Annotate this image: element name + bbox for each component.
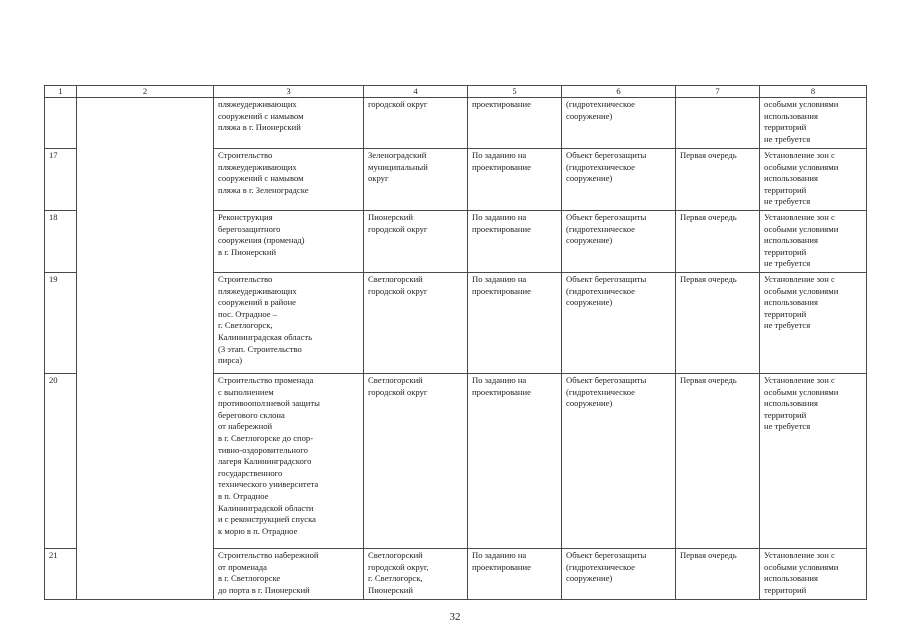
column-number-cell: 1: [45, 86, 77, 98]
object-type-cell: Объект берегозащиты (гидротехническое сооружение): [562, 549, 676, 600]
location-cell: Светлогорский городской округ: [364, 273, 468, 374]
row-number-cell: 19: [45, 273, 77, 374]
object-name-cell: Строительство пляжеудерживающих сооружений в районе пос. Отрадное – г. Светлогорск, Калининградская область (3 этап. Строительство пирса): [214, 273, 364, 374]
object-type-cell: (гидротехническое сооружение): [562, 98, 676, 149]
zones-cell: Установление зон с особыми условиями использования территорий не требуется: [760, 273, 867, 374]
row-number-cell: 18: [45, 211, 77, 273]
status-cell: По заданию на проектирование: [468, 374, 562, 549]
column-number-cell: 5: [468, 86, 562, 98]
location-cell: городской округ: [364, 98, 468, 149]
status-cell: По заданию на проектирование: [468, 149, 562, 211]
status-cell: проектирование: [468, 98, 562, 149]
column-number-cell: 2: [77, 86, 214, 98]
column-number-cell: 7: [676, 86, 760, 98]
table-body: [45, 86, 867, 600]
status-cell: По заданию на проектирование: [468, 211, 562, 273]
object-name-cell: пляжеудерживающих сооружений с намывом пляжа в г. Пионерский: [214, 98, 364, 149]
column-number-cell: 6: [562, 86, 676, 98]
stage-cell: Первая очередь: [676, 211, 760, 273]
document-table: [44, 85, 867, 600]
column-number-cell: 4: [364, 86, 468, 98]
stage-cell: Первая очередь: [676, 549, 760, 600]
column-2-cell: [77, 98, 214, 600]
location-cell: Светлогорский городской округ, г. Светлогорск, Пионерский: [364, 549, 468, 600]
object-type-cell: Объект берегозащиты (гидротехническое сооружение): [562, 374, 676, 549]
object-type-cell: Объект берегозащиты (гидротехническое сооружение): [562, 149, 676, 211]
zones-cell: Установление зон с особыми условиями использования территорий не требуется: [760, 211, 867, 273]
object-name-cell: Строительство набережной от променада в г. Светлогорске до порта в г. Пионерский: [214, 549, 364, 600]
object-type-cell: Объект берегозащиты (гидротехническое сооружение): [562, 273, 676, 374]
location-cell: Светлогорский городской округ: [364, 374, 468, 549]
row-number-cell: 21: [45, 549, 77, 600]
status-cell: По заданию на проектирование: [468, 549, 562, 600]
zones-cell: Установление зон с особыми условиями использования территорий не требуется: [760, 374, 867, 549]
object-name-cell: Реконструкция берегозащитного сооружения (променад) в г. Пионерский: [214, 211, 364, 273]
column-number-cell: 3: [214, 86, 364, 98]
row-number-cell: [45, 98, 77, 149]
column-number-cell: 8: [760, 86, 867, 98]
object-name-cell: Строительство пляжеудерживающих сооружений с намывом пляжа в г. Зеленоградске: [214, 149, 364, 211]
location-cell: Зеленоградский муниципальный округ: [364, 149, 468, 211]
object-name-cell: Строительство променада с выполнением противооползневой защиты берегового склона от набережной в г. Светлогорске до спор- тивно-оздоровительного лагеря Калининградского государственного технического университета в п. Отрадное Калининградской области и с реконструкцией спуска к морю в п. Отрадное: [214, 374, 364, 549]
row-number-cell: 17: [45, 149, 77, 211]
stage-cell: Первая очередь: [676, 374, 760, 549]
zones-cell: Установление зон с особыми условиями использования территорий не требуется: [760, 149, 867, 211]
object-type-cell: Объект берегозащиты (гидротехническое сооружение): [562, 211, 676, 273]
zones-cell: особыми условиями использования территорий не требуется: [760, 98, 867, 149]
row-number-cell: 20: [45, 374, 77, 549]
page-number: 32: [449, 611, 461, 623]
table-row: [45, 98, 867, 149]
column-number-row: [45, 86, 867, 98]
stage-cell: Первая очередь: [676, 149, 760, 211]
location-cell: Пионерский городской округ: [364, 211, 468, 273]
zones-cell: Установление зон с особыми условиями использования территорий: [760, 549, 867, 600]
stage-cell: Первая очередь: [676, 273, 760, 374]
stage-cell: [676, 98, 760, 149]
status-cell: По заданию на проектирование: [468, 273, 562, 374]
